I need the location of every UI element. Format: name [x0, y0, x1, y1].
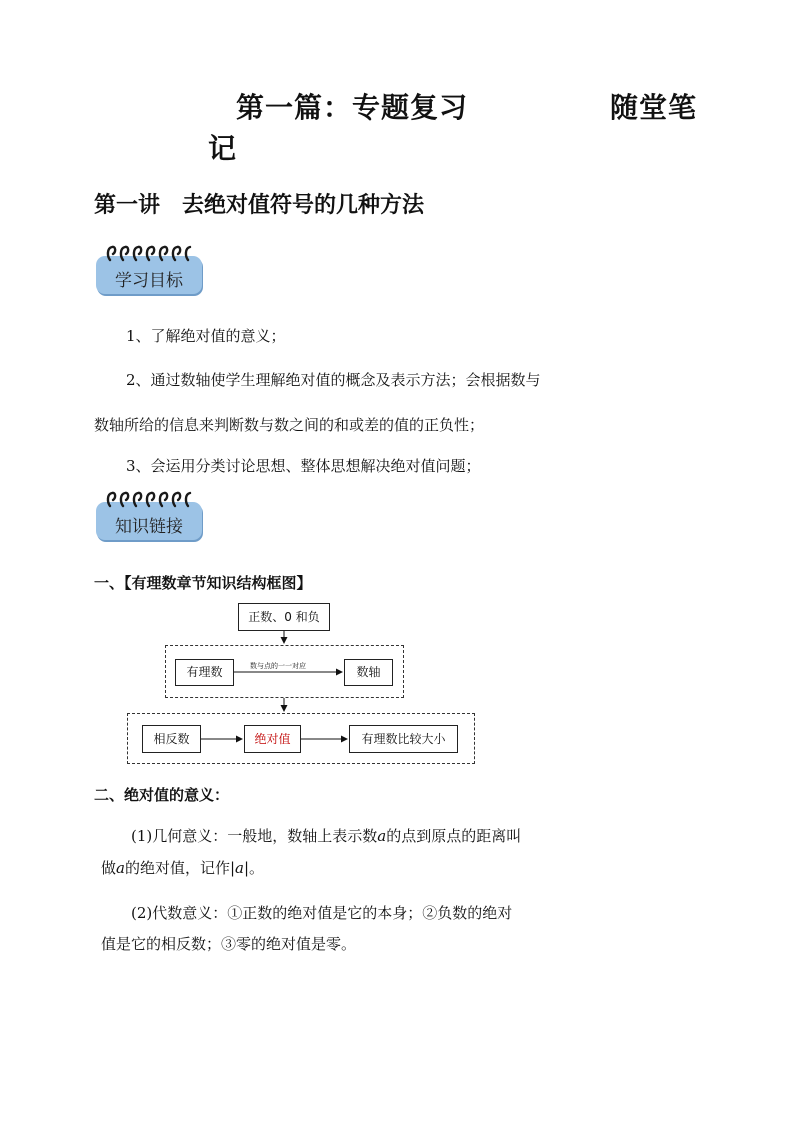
geometric-meaning-line-2: [101, 858, 264, 878]
goal-item-2-line-2: 数轴所给的信息来判断数与数之间的和或差的值的正负性；: [94, 416, 485, 434]
flow-box-positive-zero-negative: 正数、0 和负: [238, 603, 330, 631]
section-1-title: 一、【有理数章节知识结构框图】: [94, 574, 312, 592]
variable-a: a: [377, 827, 387, 845]
goal-item-2-line-1: 2、通过数轴使学生理解绝对值的概念及表示方法；会根据数与: [126, 371, 541, 389]
flow-box-compare: 有理数比较大小: [349, 725, 458, 753]
geo-text-suffix: 的点到原点的距离叫: [386, 827, 522, 845]
geo2-text-prefix: 做: [101, 859, 117, 877]
variable-a: a: [235, 859, 244, 877]
goals-badge-label: 学习目标: [115, 271, 183, 291]
geo2-text-mid: 的绝对值，记作|: [124, 859, 236, 877]
flow-box-opposite: 相反数: [142, 725, 201, 753]
links-badge-label: 知识链接: [115, 517, 183, 537]
arrow-label-one-to-one: 数与点的一一对应: [250, 662, 306, 670]
variable-a: a: [116, 859, 125, 877]
goal-item-1: 1、了解绝对值的意义；: [126, 327, 286, 345]
algebraic-meaning-line-1: (2)代数意义：①正数的绝对值是它的本身；②负数的绝对: [131, 904, 513, 922]
flow-box-axis: 数轴: [344, 659, 393, 686]
geometric-meaning-line-1: [131, 826, 521, 846]
section-2-title: 二、绝对值的意义：: [94, 786, 230, 804]
goal-item-3: 3、会运用分类讨论思想、整体思想解决绝对值问题；: [126, 457, 481, 475]
page-title-part2: 随堂笔: [610, 91, 698, 124]
geo2-text-suffix: |。: [243, 859, 265, 877]
page-title-part1: 第一篇：专题复习: [236, 91, 469, 124]
lecture-title: 第一讲 去绝对值符号的几种方法: [94, 192, 425, 218]
page-title-part3: 记: [208, 132, 238, 165]
flow-box-rational: 有理数: [175, 659, 234, 686]
algebraic-meaning-line-2: 值是它的相反数；③零的绝对值是零。: [101, 935, 357, 953]
geo-text-prefix: (1)几何意义：一般地，数轴上表示数: [131, 827, 378, 845]
flow-box-absolute-value: 绝对值: [244, 725, 301, 753]
